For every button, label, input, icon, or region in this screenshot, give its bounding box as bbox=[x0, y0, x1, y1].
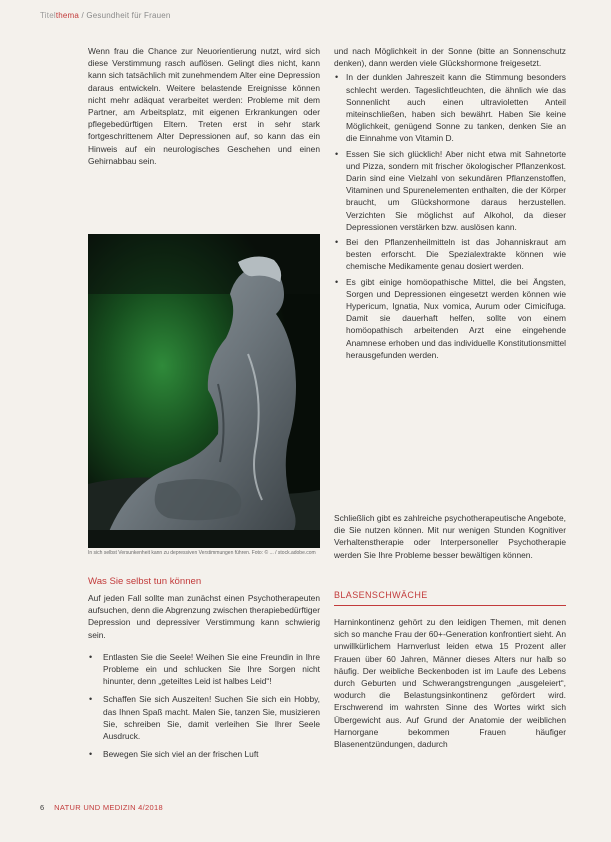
bullet-icon: • bbox=[335, 72, 339, 83]
running-header bbox=[40, 11, 171, 20]
section-title-blasenschwaeche: BLASENSCHWÄCHE bbox=[334, 590, 428, 600]
self-help-list bbox=[88, 651, 320, 761]
list-item: • Schaffen Sie sich Auszeiten! Suchen Sie sich ein Hobby, das Ihnen Spaß macht. Malen Sie, tanzen Sie, musizieren Sie, schreiben Sie, damit verleihen Sie Ihrer Seele Ausdruck. bbox=[89, 694, 320, 742]
magazine-issue: NATUR UND MEDIZIN 4/2018 bbox=[54, 803, 163, 812]
right-column-tips bbox=[334, 45, 566, 364]
statue-photo bbox=[88, 234, 320, 548]
continuation-paragraph: und nach Möglichkeit in der Sonne (bitte an Sonnenschutz denken), dann werden viele Glückshormone freigesetzt. bbox=[334, 46, 566, 69]
intro-paragraph: Wenn frau die Chance zur Neuorientierung nutzt, wird sich diese Verstimmung rasch auflösen. Gelingt dies nicht, kann kann sich tatsächlich mit zunehmendem Alter eine Depression daraus entwickeln. Weitere belastende Ereignisse können nicht mehr adäquat verarbeitet werden: Probleme mit dem Partner, am Arbeitsplatz, mit eigenen Erkrankungen oder pflegebedürftigen Eltern. Treten erst in sehr stark fortgeschrittenem Alter Depressionen auf, so kann das ein Hinweis auf ein neurologisches Geschehen und einen Gehirnabbau sein. bbox=[88, 46, 320, 166]
list-item: • Bei den Pflanzenheilmitteln ist das Johanniskraut am besten erforscht. Die Spezialextrakte können wie chemische Medikamente genau dosiert werden. bbox=[335, 237, 566, 272]
therapy-paragraph: Schließlich gibt es zahlreiche psychotherapeutische Angebote, die Sie nutzen können. Mit nur wenigen Stunden Kognitiver Verhaltenstherapie oder Interpersoneller Psychotherapie werden Sie Ihre Probleme besser bewältigen können. bbox=[334, 513, 566, 560]
left-column-self-help bbox=[88, 592, 320, 766]
bullet-icon: • bbox=[335, 237, 339, 248]
list-item: • In der dunklen Jahreszeit kann die Stimmung besonders schlecht werden. Tageslichtleuchten, die ähnlich wie das Sonnenlicht auch einen ultravioletten Anteil miteinschließen, haben sich bewährt. Haben Sie keine Möglichkeit, genügend Sonne zu tanken, denken Sie an die Einnahme von Vitamin D. bbox=[335, 72, 566, 144]
page-number: 6 bbox=[40, 803, 45, 812]
tips-list bbox=[334, 71, 566, 361]
list-item: • Entlasten Sie die Seele! Weihen Sie eine Freundin in Ihre Probleme ein und schlucken Sie Ihre Sorgen nicht hinunter, denn „geteiltes Leid ist halbes Leid“! bbox=[89, 651, 320, 687]
bullet-icon: • bbox=[89, 749, 93, 760]
bullet-icon: • bbox=[335, 276, 339, 287]
header-topic: / Gesundheit für Frauen bbox=[79, 11, 171, 20]
right-column-therapy bbox=[334, 512, 566, 561]
bullet-icon: • bbox=[89, 694, 93, 705]
section-divider bbox=[334, 605, 566, 606]
subheading-self-help: Was Sie selbst tun können bbox=[88, 576, 202, 587]
header-section-accent: thema bbox=[55, 11, 80, 20]
right-column-incontinence bbox=[334, 616, 566, 750]
incontinence-paragraph: Harninkontinenz gehört zu den leidigen Themen, mit denen sich so manche Frau der 60+-Generation konfrontiert sieht. An unwillkürlichem Harnverlust leiden etwa 15 Prozent aller Frauen über 60 Jahren, Männer dieses Alters nur halb so häufig. Der weibliche Beckenboden ist im Laufe des Lebens durch Geburten und Schwerangstrengungen „ausgeleiert“, wodurch die Belastungsinkontinenz gefördert wird. Erschwerend im wahrsten Sinne des Wortes wirkt sich Übergewicht aus. Auf Grund der Anatomie der weiblichen Harnorgane bekommen Frauen häufiger Blasenentzündungen, dadurch bbox=[334, 617, 566, 750]
self-help-paragraph: Auf jeden Fall sollte man zunächst einen Psychotherapeuten aufsuchen, denn die Abgrenzung zwischen therapiebedürftiger Depression und depressiver Verstimmung kann schwierig sein. bbox=[88, 593, 320, 640]
bullet-icon: • bbox=[89, 651, 93, 662]
list-item: • Essen Sie sich glücklich! Aber nicht etwa mit Sahnetorte und Pizza, sondern mit frischer ökologischer Pflanzenkost. Darin sind eine Vielzahl von sekundären Pflanzenstoffen, Vitaminen und Spurenelementen enthalten, die der Körper braucht, um Glückshormone daraus herzustellen. Verzichten Sie möglichst auf Alkohol, da dieser Depressionen verstärken bzw. auslösen kann. bbox=[335, 148, 566, 232]
left-column-intro bbox=[88, 45, 320, 167]
header-section-label: Titel bbox=[40, 11, 56, 20]
list-item: • Bewegen Sie sich viel an der frischen Luft bbox=[89, 749, 259, 760]
photo-caption: In sich selbst Versunkenheit kann zu depressiven Verstimmungen führen. Foto: © ... / stock.adobe.com bbox=[88, 550, 316, 556]
list-item: • Es gibt einige homöopathische Mittel, die bei Ängsten, Sorgen und Depressionen eingesetzt werden können wie Hypericum, Ignatia, Nux vomica, Aurum oder Cimicifuga. Damit sie dauerhaft helfen, sollte von einem homöopathisch arbeitenden Arzt eine eingehende Anamnese erhoben und das individuelle Konstitutionsmittel herausgefunden werden. bbox=[335, 276, 566, 360]
bullet-icon: • bbox=[335, 148, 339, 159]
page-footer bbox=[40, 803, 163, 812]
kneeling-statue-image bbox=[88, 234, 320, 548]
